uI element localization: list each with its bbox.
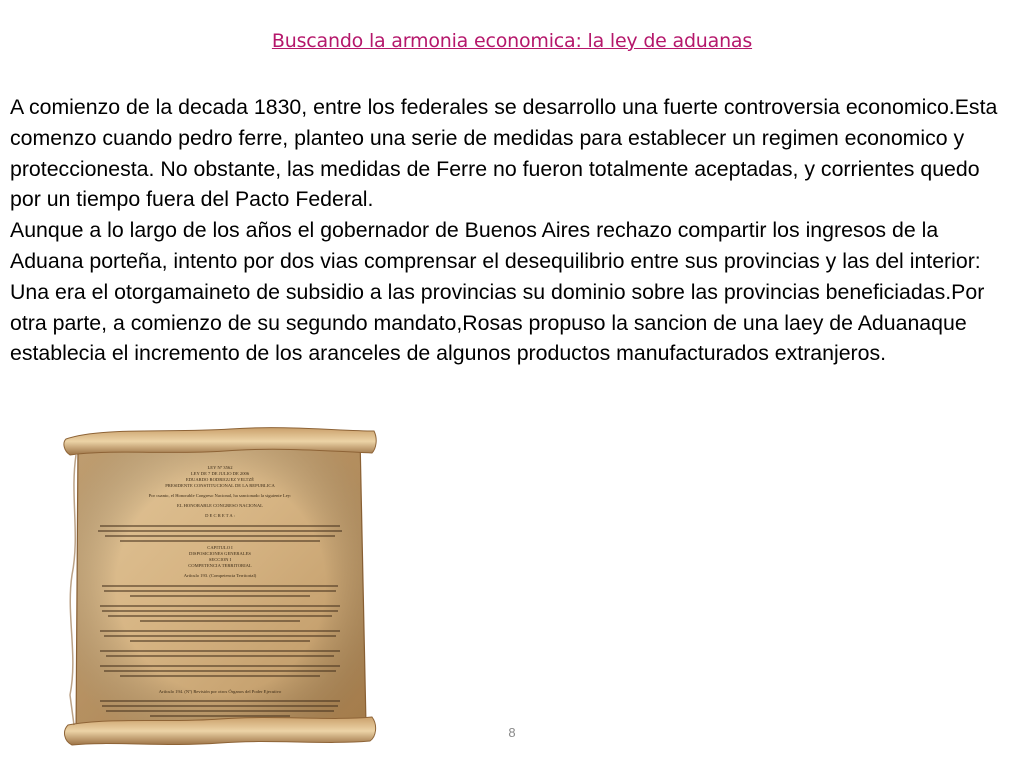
scroll-line: COMPETENCIA TERRITORIAL [188, 563, 252, 568]
page-number: 8 [508, 725, 516, 740]
body-text [10, 92, 1016, 369]
slide-title: Buscando la armonia economica: la ley de aduanas [271, 30, 753, 52]
scroll-line: CAPITULO I [207, 545, 233, 550]
scroll-line: LEY DE 7 DE JULIO DE 2006 [190, 471, 250, 476]
scroll-line: SECCION I [208, 557, 232, 562]
scroll-line: DISPOSICIONES GENERALES [189, 551, 251, 556]
scroll-line: D E C R E T A : [205, 513, 235, 518]
scroll-line: Artículo 194. (Nº) Revisión por otros Órganos del Poder Ejecutivo [158, 689, 282, 694]
scroll-line: PRESIDENTE CONSTITUCIONAL DE LA REPUBLICA [165, 483, 275, 488]
parchment-scroll-image [60, 425, 380, 747]
scroll-line: EL HONORABLE CONGRESO NACIONAL [177, 503, 263, 508]
scroll-line: Artículo 193. (Competencia Territorial) [183, 573, 257, 578]
scroll-line: EDUARDO RODRIGUEZ VELTZÉ [185, 477, 255, 482]
paragraph-2: Aunque a lo largo de los años el gobernador de Buenos Aires rechazo compartir los ingresos de la Aduana porteña, intento por dos vias comprensar el desequilibrio entre sus provincias y las del interior: Una era el otorgamaineto de subsidio a las provincias su dominio sobre las provincias beneficiadas.Por otra parte, a comienzo de su segundo mandato,Rosas propuso la sancion de una laey de Aduanaque establecia el incremento de los aranceles de algunos productos manufacturados extranjeros. [10, 218, 985, 366]
scroll-line: Por cuanto, el Honorable Congreso Nacional, ha sancionado la siguiente Ley: [148, 493, 292, 498]
scroll-line: LEY Nº 3562 [207, 465, 233, 470]
paragraph-1: A comienzo de la decada 1830, entre los federales se desarrollo una fuerte controversia economico.Esta comenzo cuando pedro ferre, planteo una serie de medidas para establecer un regimen economico y proteccionesta. No obstante, las medidas de Ferre no fueron totalmente aceptadas, y corrientes quedo por un tiempo fuera del Pacto Federal. [10, 95, 998, 212]
